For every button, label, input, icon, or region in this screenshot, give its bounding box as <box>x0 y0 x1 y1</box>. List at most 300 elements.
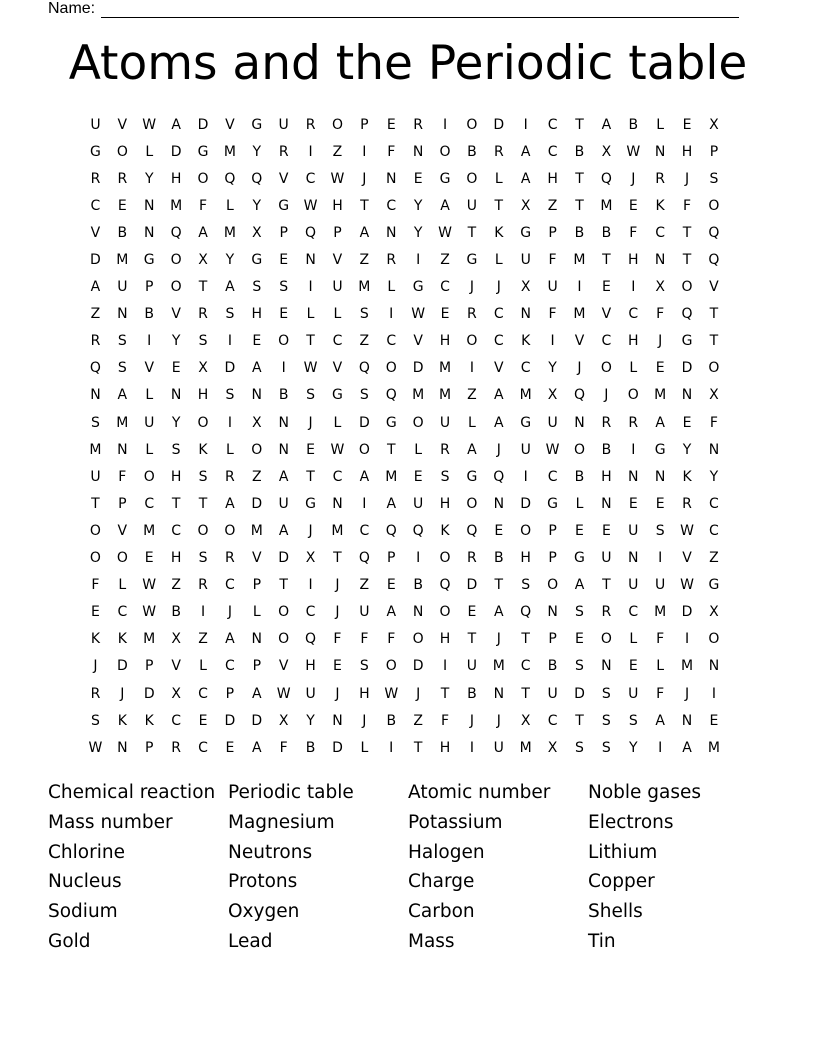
grid-letter[interactable]: Z <box>413 712 423 729</box>
grid-letter[interactable]: N <box>143 224 155 241</box>
grid-letter[interactable]: P <box>333 224 342 241</box>
grid-letter[interactable]: T <box>575 712 584 729</box>
grid-letter[interactable]: Y <box>171 414 181 431</box>
grid-letter[interactable]: F <box>548 252 557 269</box>
grid-letter[interactable]: D <box>251 712 263 729</box>
grid-letter[interactable]: B <box>305 739 316 756</box>
grid-letter[interactable]: Y <box>171 333 181 350</box>
grid-letter[interactable]: R <box>278 143 289 160</box>
grid-letter[interactable]: N <box>251 631 263 648</box>
grid-letter[interactable]: L <box>494 170 503 187</box>
grid-letter[interactable]: D <box>224 360 236 377</box>
grid-letter[interactable]: E <box>279 252 289 269</box>
grid-letter[interactable]: Q <box>385 522 397 539</box>
grid-letter[interactable]: C <box>171 522 181 539</box>
grid-letter[interactable]: J <box>362 170 367 187</box>
grid-letter[interactable]: R <box>225 468 235 485</box>
grid-letter[interactable]: C <box>225 658 235 675</box>
grid-letter[interactable]: I <box>442 658 448 675</box>
grid-letter[interactable]: T <box>709 306 719 323</box>
grid-letter[interactable]: D <box>116 658 128 675</box>
grid-letter[interactable]: R <box>467 306 477 323</box>
grid-letter[interactable]: G <box>143 252 155 269</box>
grid-letter[interactable]: T <box>682 252 692 269</box>
grid-letter[interactable]: E <box>709 712 719 729</box>
grid-letter[interactable]: T <box>413 739 423 756</box>
grid-letter[interactable]: O <box>708 197 720 214</box>
grid-letter[interactable]: M <box>680 658 694 675</box>
grid-letter[interactable]: A <box>520 170 531 187</box>
grid-letter[interactable]: N <box>708 658 720 675</box>
grid-letter[interactable]: T <box>306 333 315 350</box>
grid-letter[interactable]: E <box>386 577 396 594</box>
grid-letter[interactable]: Q <box>170 224 182 241</box>
grid-letter[interactable]: X <box>198 360 208 377</box>
grid-letter[interactable]: E <box>225 739 235 756</box>
grid-letter[interactable]: Q <box>358 550 370 567</box>
grid-letter[interactable]: R <box>225 550 235 567</box>
grid-letter[interactable]: O <box>385 658 397 675</box>
grid-letter[interactable]: O <box>439 143 451 160</box>
grid-letter[interactable]: W <box>276 685 291 702</box>
grid-letter[interactable]: B <box>171 604 181 621</box>
grid-letter[interactable]: D <box>493 116 505 133</box>
grid-letter[interactable]: I <box>523 116 528 133</box>
grid-letter[interactable]: L <box>333 414 342 431</box>
grid-letter[interactable]: Z <box>332 143 343 160</box>
grid-letter[interactable]: W <box>411 306 426 323</box>
grid-letter[interactable]: H <box>170 170 182 187</box>
grid-letter[interactable]: P <box>225 685 235 702</box>
grid-letter[interactable]: P <box>145 739 154 756</box>
grid-letter[interactable]: L <box>468 414 476 431</box>
grid-letter[interactable]: F <box>118 468 127 485</box>
grid-letter[interactable]: W <box>88 739 103 756</box>
grid-letter[interactable]: J <box>684 170 690 187</box>
grid-letter[interactable]: O <box>89 522 101 539</box>
grid-letter[interactable]: F <box>91 577 100 594</box>
grid-letter[interactable]: W <box>384 685 399 702</box>
grid-letter[interactable]: V <box>252 550 262 567</box>
grid-letter[interactable]: E <box>655 495 665 512</box>
grid-letter[interactable]: U <box>628 685 639 702</box>
grid-letter[interactable]: O <box>331 116 343 133</box>
grid-letter[interactable]: S <box>252 279 262 296</box>
grid-letter[interactable]: A <box>225 495 235 512</box>
grid-letter[interactable]: N <box>628 468 639 485</box>
grid-letter[interactable]: U <box>466 197 478 214</box>
grid-letter[interactable]: G <box>332 387 343 404</box>
grid-letter[interactable]: B <box>547 658 558 675</box>
grid-letter[interactable]: C <box>198 685 208 702</box>
grid-letter[interactable]: O <box>412 631 424 648</box>
grid-letter[interactable]: S <box>575 658 584 675</box>
grid-letter[interactable]: B <box>467 143 477 160</box>
grid-letter[interactable]: S <box>198 333 208 350</box>
grid-letter[interactable]: A <box>655 712 665 729</box>
grid-letter[interactable]: M <box>143 522 156 539</box>
grid-letter[interactable]: U <box>520 252 531 269</box>
grid-letter[interactable]: H <box>439 739 451 756</box>
grid-letter[interactable]: F <box>629 224 638 241</box>
grid-letter[interactable]: H <box>170 550 182 567</box>
grid-letter[interactable]: S <box>709 170 719 187</box>
grid-letter[interactable]: K <box>494 224 504 241</box>
grid-letter[interactable]: P <box>548 631 557 648</box>
grid-letter[interactable]: C <box>305 170 316 187</box>
grid-letter[interactable]: Q <box>89 360 101 377</box>
grid-letter[interactable]: N <box>305 252 316 269</box>
grid-letter[interactable]: W <box>545 441 560 458</box>
grid-letter[interactable]: G <box>520 414 532 431</box>
grid-letter[interactable]: N <box>278 441 289 458</box>
grid-letter[interactable]: U <box>466 658 478 675</box>
grid-letter[interactable]: S <box>198 550 208 567</box>
grid-letter[interactable]: U <box>305 685 316 702</box>
grid-letter[interactable]: I <box>550 333 555 350</box>
grid-letter[interactable]: S <box>359 387 369 404</box>
grid-letter[interactable]: V <box>225 116 235 133</box>
grid-letter[interactable]: U <box>359 604 370 621</box>
grid-letter[interactable]: T <box>467 224 477 241</box>
grid-letter[interactable]: A <box>252 685 262 702</box>
grid-letter[interactable]: E <box>252 333 262 350</box>
grid-letter[interactable]: D <box>358 414 370 431</box>
grid-letter[interactable]: Z <box>467 387 477 404</box>
grid-letter[interactable]: L <box>252 604 261 621</box>
grid-letter[interactable]: R <box>628 414 639 431</box>
grid-letter[interactable]: I <box>684 631 690 648</box>
grid-letter[interactable]: A <box>359 224 370 241</box>
grid-letter[interactable]: O <box>439 604 451 621</box>
grid-letter[interactable]: X <box>547 387 558 404</box>
grid-letter[interactable]: O <box>170 252 182 269</box>
grid-letter[interactable]: Y <box>306 712 315 729</box>
grid-letter[interactable]: U <box>601 550 612 567</box>
grid-letter[interactable]: U <box>547 279 558 296</box>
grid-letter[interactable]: M <box>358 279 371 296</box>
grid-letter[interactable]: E <box>333 658 342 675</box>
grid-letter[interactable]: M <box>385 468 398 485</box>
grid-letter[interactable]: V <box>574 333 585 350</box>
grid-letter[interactable]: X <box>655 279 665 296</box>
grid-letter[interactable]: J <box>496 712 501 729</box>
grid-letter[interactable]: O <box>116 550 128 567</box>
grid-letter[interactable]: R <box>90 685 101 702</box>
grid-letter[interactable]: L <box>145 387 154 404</box>
grid-letter[interactable]: I <box>523 468 528 485</box>
grid-letter[interactable]: J <box>335 577 340 594</box>
grid-letter[interactable]: I <box>711 685 716 702</box>
grid-letter[interactable]: W <box>680 522 694 539</box>
grid-letter[interactable]: Y <box>225 252 235 269</box>
grid-letter[interactable]: M <box>654 604 667 621</box>
grid-letter[interactable]: G <box>305 495 316 512</box>
grid-letter[interactable]: Q <box>358 360 370 377</box>
grid-letter[interactable]: N <box>170 387 182 404</box>
grid-letter[interactable]: V <box>413 333 423 350</box>
grid-letter[interactable]: P <box>145 279 154 296</box>
grid-letter[interactable]: A <box>494 604 504 621</box>
grid-letter[interactable]: H <box>439 631 451 648</box>
grid-letter[interactable]: Q <box>251 170 263 187</box>
grid-letter[interactable]: N <box>117 306 128 323</box>
grid-letter[interactable]: L <box>494 252 503 269</box>
grid-letter[interactable]: J <box>120 685 125 702</box>
grid-letter[interactable]: T <box>575 197 584 214</box>
grid-letter[interactable]: L <box>225 197 234 214</box>
grid-letter[interactable]: P <box>709 143 719 160</box>
grid-letter[interactable]: U <box>413 495 424 512</box>
grid-letter[interactable]: V <box>494 360 504 377</box>
grid-letter[interactable]: S <box>628 712 638 729</box>
grid-letter[interactable]: O <box>170 279 182 296</box>
grid-letter[interactable]: Q <box>385 387 397 404</box>
grid-letter[interactable]: B <box>574 143 585 160</box>
grid-letter[interactable]: R <box>601 414 612 431</box>
grid-letter[interactable]: U <box>117 279 128 296</box>
grid-letter[interactable]: H <box>359 685 370 702</box>
grid-letter[interactable]: S <box>601 739 611 756</box>
grid-letter[interactable]: C <box>117 604 128 621</box>
grid-letter[interactable]: O <box>627 387 639 404</box>
grid-letter[interactable]: O <box>197 414 209 431</box>
grid-letter[interactable]: I <box>227 333 232 350</box>
grid-letter[interactable]: F <box>683 197 692 214</box>
grid-letter[interactable]: I <box>227 414 232 431</box>
grid-letter[interactable]: E <box>467 604 477 621</box>
grid-letter[interactable]: O <box>466 116 478 133</box>
grid-letter[interactable]: D <box>681 604 693 621</box>
grid-letter[interactable]: J <box>631 170 636 187</box>
grid-letter[interactable]: N <box>332 712 343 729</box>
grid-letter[interactable]: V <box>117 522 128 539</box>
grid-letter[interactable]: D <box>520 495 532 512</box>
grid-letter[interactable]: W <box>330 170 345 187</box>
grid-letter[interactable]: D <box>170 143 182 160</box>
grid-letter[interactable]: M <box>519 387 532 404</box>
grid-letter[interactable]: M <box>412 387 425 404</box>
grid-letter[interactable]: N <box>628 550 639 567</box>
grid-letter[interactable]: H <box>251 306 263 323</box>
grid-letter[interactable]: K <box>198 441 208 458</box>
grid-letter[interactable]: Q <box>412 522 424 539</box>
grid-letter[interactable]: I <box>469 739 474 756</box>
grid-letter[interactable]: X <box>305 550 316 567</box>
grid-letter[interactable]: E <box>117 197 127 214</box>
grid-letter[interactable]: F <box>709 414 718 431</box>
grid-letter[interactable]: T <box>440 685 450 702</box>
grid-letter[interactable]: I <box>308 577 313 594</box>
grid-letter[interactable]: M <box>573 306 586 323</box>
grid-letter[interactable]: H <box>547 170 558 187</box>
grid-letter[interactable]: A <box>682 739 692 756</box>
grid-letter[interactable]: N <box>681 387 693 404</box>
grid-letter[interactable]: E <box>279 306 289 323</box>
grid-letter[interactable]: C <box>144 495 155 512</box>
grid-letter[interactable]: E <box>601 522 611 539</box>
grid-letter[interactable]: S <box>601 712 611 729</box>
grid-letter[interactable]: R <box>682 495 692 512</box>
grid-letter[interactable]: U <box>628 577 639 594</box>
grid-letter[interactable]: C <box>225 577 235 594</box>
grid-letter[interactable]: H <box>170 468 182 485</box>
grid-letter[interactable]: Q <box>224 170 236 187</box>
grid-letter[interactable]: E <box>628 197 638 214</box>
grid-letter[interactable]: C <box>547 468 558 485</box>
grid-letter[interactable]: V <box>278 170 289 187</box>
grid-letter[interactable]: O <box>385 360 397 377</box>
grid-letter[interactable]: I <box>308 143 313 160</box>
grid-letter[interactable]: C <box>628 604 639 621</box>
grid-letter[interactable]: G <box>574 550 585 567</box>
grid-letter[interactable]: E <box>628 495 638 512</box>
grid-letter[interactable]: N <box>332 495 343 512</box>
grid-letter[interactable]: B <box>278 387 289 404</box>
grid-letter[interactable]: F <box>656 306 665 323</box>
grid-letter[interactable]: E <box>682 116 692 133</box>
grid-letter[interactable]: W <box>142 577 157 594</box>
grid-letter[interactable]: A <box>494 414 504 431</box>
grid-letter[interactable]: B <box>574 224 585 241</box>
grid-letter[interactable]: P <box>548 224 557 241</box>
grid-letter[interactable]: G <box>90 143 101 160</box>
grid-letter[interactable]: N <box>520 306 531 323</box>
grid-letter[interactable]: G <box>654 441 666 458</box>
grid-letter[interactable]: U <box>655 577 666 594</box>
grid-letter[interactable]: E <box>171 360 181 377</box>
grid-letter[interactable]: Z <box>709 550 719 567</box>
grid-letter[interactable]: O <box>708 360 720 377</box>
grid-letter[interactable]: C <box>547 143 558 160</box>
grid-letter[interactable]: N <box>386 224 397 241</box>
grid-letter[interactable]: I <box>389 739 394 756</box>
grid-letter[interactable]: H <box>332 197 343 214</box>
grid-letter[interactable]: S <box>91 414 100 431</box>
grid-letter[interactable]: I <box>308 279 313 296</box>
grid-letter[interactable]: A <box>601 116 612 133</box>
grid-letter[interactable]: G <box>251 116 263 133</box>
grid-letter[interactable]: F <box>198 197 208 214</box>
grid-letter[interactable]: T <box>279 577 288 594</box>
grid-letter[interactable]: Y <box>144 170 154 187</box>
grid-letter[interactable]: C <box>520 360 531 377</box>
grid-letter[interactable]: D <box>574 685 585 702</box>
grid-letter[interactable]: P <box>252 577 262 594</box>
grid-letter[interactable]: F <box>656 631 665 648</box>
grid-letter[interactable]: A <box>386 604 397 621</box>
grid-letter[interactable]: L <box>575 495 584 512</box>
grid-letter[interactable]: G <box>385 414 397 431</box>
grid-letter[interactable]: U <box>439 414 451 431</box>
grid-letter[interactable]: T <box>494 197 504 214</box>
grid-letter[interactable]: X <box>278 712 289 729</box>
grid-letter[interactable]: U <box>144 414 155 431</box>
grid-letter[interactable]: X <box>171 685 181 702</box>
grid-letter[interactable]: R <box>90 333 101 350</box>
grid-letter[interactable]: J <box>93 658 98 675</box>
grid-letter[interactable]: R <box>493 143 504 160</box>
grid-letter[interactable]: Q <box>681 306 693 323</box>
grid-letter[interactable]: T <box>198 279 208 296</box>
grid-letter[interactable]: Q <box>600 170 612 187</box>
grid-letter[interactable]: T <box>360 197 369 214</box>
grid-letter[interactable]: M <box>654 387 667 404</box>
grid-letter[interactable]: J <box>577 360 582 377</box>
grid-letter[interactable]: G <box>197 143 209 160</box>
grid-letter[interactable]: Y <box>413 197 423 214</box>
grid-letter[interactable]: Y <box>682 441 692 458</box>
grid-letter[interactable]: R <box>655 170 666 187</box>
grid-letter[interactable]: K <box>521 333 531 350</box>
grid-letter[interactable]: V <box>709 279 719 296</box>
grid-letter[interactable]: L <box>629 631 638 648</box>
grid-letter[interactable]: L <box>199 658 207 675</box>
grid-letter[interactable]: L <box>333 306 342 323</box>
grid-letter[interactable]: X <box>171 631 181 648</box>
grid-letter[interactable]: T <box>494 577 504 594</box>
grid-letter[interactable]: J <box>227 604 232 621</box>
grid-letter[interactable]: U <box>547 414 558 431</box>
grid-letter[interactable]: C <box>628 306 639 323</box>
grid-letter[interactable]: V <box>601 306 612 323</box>
grid-letter[interactable]: R <box>467 550 477 567</box>
grid-letter[interactable]: N <box>251 387 263 404</box>
grid-letter[interactable]: K <box>90 631 101 648</box>
grid-letter[interactable]: T <box>682 224 692 241</box>
grid-letter[interactable]: A <box>278 522 289 539</box>
grid-letter[interactable]: A <box>520 143 531 160</box>
grid-letter[interactable]: A <box>359 468 370 485</box>
grid-letter[interactable]: R <box>305 116 316 133</box>
grid-letter[interactable]: N <box>386 170 397 187</box>
grid-letter[interactable]: S <box>359 306 369 323</box>
grid-letter[interactable]: P <box>145 658 154 675</box>
grid-letter[interactable]: O <box>197 522 209 539</box>
grid-letter[interactable]: Z <box>251 468 262 485</box>
grid-letter[interactable]: N <box>654 468 666 485</box>
grid-letter[interactable]: W <box>330 441 345 458</box>
grid-letter[interactable]: B <box>601 224 612 241</box>
grid-letter[interactable]: T <box>333 550 342 567</box>
grid-letter[interactable]: V <box>117 116 128 133</box>
grid-letter[interactable]: P <box>360 116 369 133</box>
grid-letter[interactable]: E <box>413 468 423 485</box>
grid-letter[interactable]: C <box>359 522 370 539</box>
grid-letter[interactable]: Y <box>252 197 262 214</box>
grid-letter[interactable]: Q <box>573 387 585 404</box>
grid-letter[interactable]: L <box>387 279 396 296</box>
grid-letter[interactable]: B <box>601 441 612 458</box>
grid-letter[interactable]: H <box>197 387 209 404</box>
grid-letter[interactable]: I <box>362 495 367 512</box>
grid-letter[interactable]: X <box>251 224 262 241</box>
grid-letter[interactable]: Q <box>439 577 451 594</box>
grid-letter[interactable]: T <box>602 252 611 269</box>
grid-letter[interactable]: T <box>386 441 396 458</box>
grid-letter[interactable]: M <box>600 197 613 214</box>
grid-letter[interactable]: O <box>224 522 236 539</box>
grid-letter[interactable]: T <box>91 495 100 512</box>
grid-letter[interactable]: Y <box>548 360 557 377</box>
grid-letter[interactable]: G <box>520 224 532 241</box>
grid-letter[interactable]: H <box>305 658 316 675</box>
grid-letter[interactable]: E <box>682 414 692 431</box>
grid-letter[interactable]: T <box>709 333 719 350</box>
grid-letter[interactable]: J <box>469 279 474 296</box>
grid-letter[interactable]: P <box>548 550 557 567</box>
grid-letter[interactable]: Q <box>708 252 720 269</box>
